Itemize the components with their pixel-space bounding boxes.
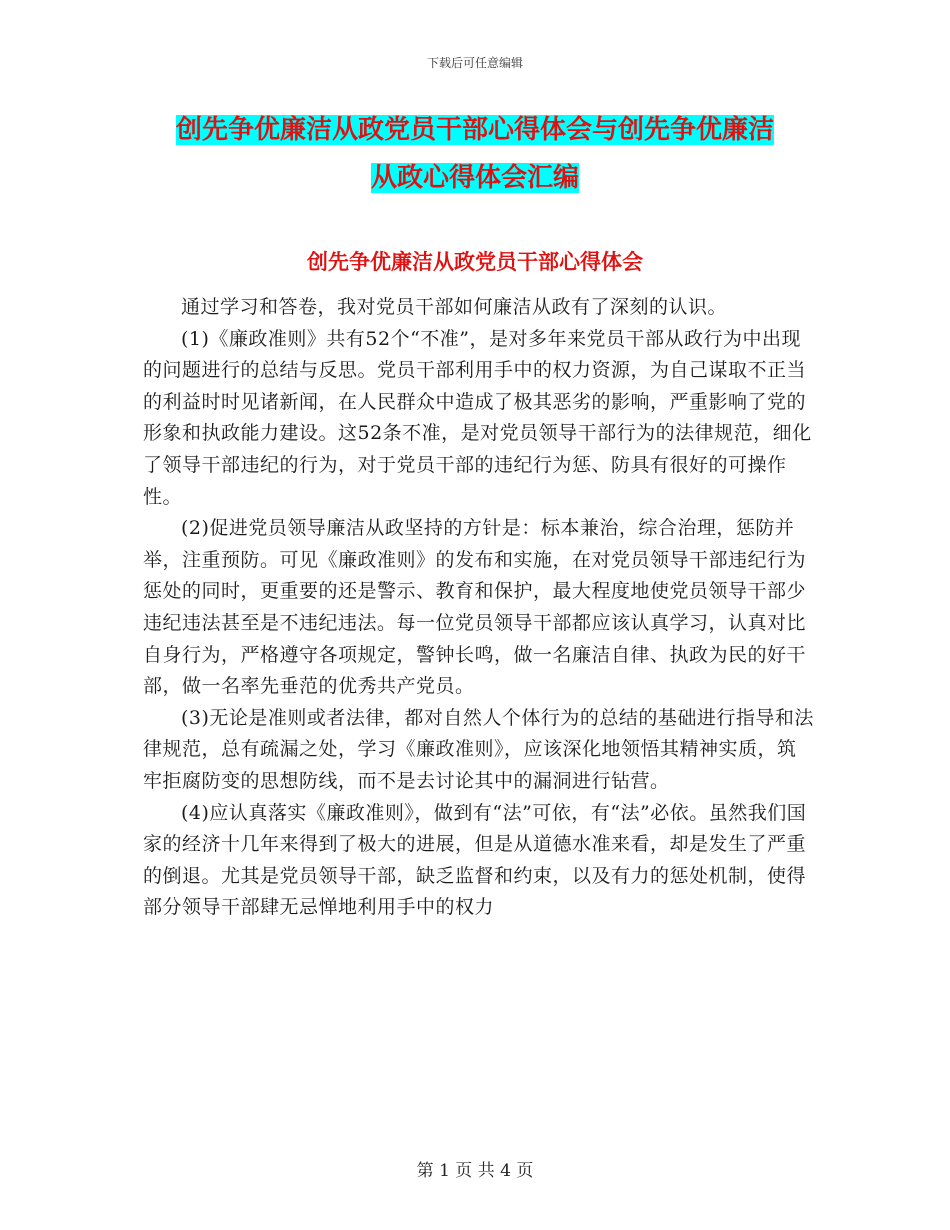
- page-number: 第 1 页 共 4 页: [416, 1161, 534, 1181]
- paragraph-3: (3)无论是准则或者法律，都对自然人个体行为的总结的基础进行指导和法律规范，总有疏漏之处，学习《廉政准则》，应该深化地领悟其精神实质，筑牢拒腐防变的思想防线，而不是去讨论其中的漏洞进行钻营。: [143, 706, 814, 792]
- paragraph-intro: 通过学习和答卷，我对党员干部如何廉洁从政有了深刻的认识。: [181, 296, 728, 318]
- document-title: [0, 106, 950, 202]
- page-header-note: 下载后可任意编辑: [426, 56, 523, 70]
- paragraph-1: (1)《廉政准则》共有52个“不准”，是对多年来党员干部从政行为中出现的问题进行的总结与反思。党员干部利用手中的权力资源，为自己谋取不正当的利益时时见诸新闻，在人民群众中造成了极其恶劣的影响，严重影响了党的形象和执政能力建设。这52条不准，是对党员领导干部行为的法律规范，细化了领导干部违纪的行为，对于党员干部的违纪行为惩、防具有很好的可操作性。: [143, 327, 812, 508]
- document-title-line-1: 创先争优廉洁从政党员干部心得体会与创先争优廉洁: [175, 115, 774, 145]
- document-body: [143, 292, 815, 924]
- paragraph-2: (2)促进党员领导廉洁从政坚持的方针是：标本兼治，综合治理，惩防并举，注重预防。可见《廉政准则》的发布和实施，在对党员领导干部违纪行为惩处的同时，更重要的还是警示、教育和保护，最大程度地使党员领导干部少违纪违法甚至是不违纪违法。每一位党员领导干部都应该认真学习，认真对比自身行为，严格遵守各项规定，警钟长鸣，做一名廉洁自律、执政为民的好干部，做一名率先垂范的优秀共产党员。: [143, 517, 807, 698]
- document-title-line-2: 从政心得体会汇编: [370, 163, 579, 193]
- section-title: 创先争优廉洁从政党员干部心得体会: [307, 250, 643, 274]
- paragraph-4: (4)应认真落实《廉政准则》，做到有“法”可依，有“法”必依。虽然我们国家的经济十几年来得到了极大的进展，但是从道德水准来看，却是发生了严重的倒退。尤其是党员领导干部，缺乏监督和约束，以及有力的惩处机制，使得部分领导干部肆无忌惮地利用手中的权力: [143, 801, 807, 919]
